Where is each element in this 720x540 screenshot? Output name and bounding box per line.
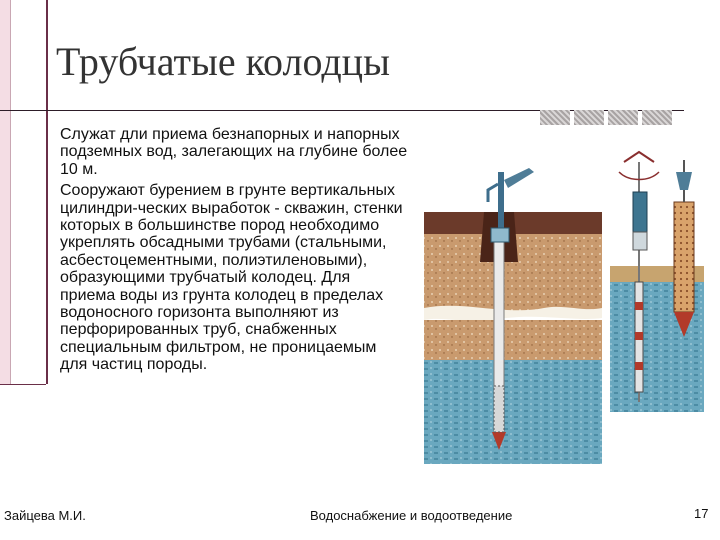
vertical-rule: [46, 0, 48, 384]
body-paragraph: Сооружают бурением в грунте вертикальных цилиндри-ческих выработок - скважин, стенки которых в большинстве пород необходимо укреплять обсадными трубами (стальными, асбестоцементными, полиэтиленовыми), образующими трубчатый колодец. Для приема воды из грунта колодец в пределах водоносного горизонта выполняют из перфорированных труб, снабженных специальным фильтром, не проницаемым для частиц породы.: [60, 182, 403, 374]
footer-course: Водоснабжение и водоотведение: [310, 508, 513, 523]
slide-title: Трубчатые колодцы: [56, 39, 390, 84]
decorative-block: [540, 110, 570, 125]
main-well-section: [424, 132, 602, 464]
accent-divider: [0, 384, 46, 385]
slide-body: [60, 126, 408, 378]
footer-page-number: 17: [694, 506, 709, 521]
footer-author: Зайцева М.И.: [4, 508, 86, 523]
left-accent-bar: [0, 0, 11, 384]
decorative-block: [574, 110, 604, 125]
body-paragraph: Служат дли приема безнапорных и напорных подземных вод, залегающих на глубине более 10 м.: [60, 126, 408, 178]
detail-well-section: [610, 152, 704, 412]
decorative-block: [642, 110, 672, 125]
tube-well-illustration: [414, 132, 706, 466]
decorative-block: [608, 110, 638, 125]
